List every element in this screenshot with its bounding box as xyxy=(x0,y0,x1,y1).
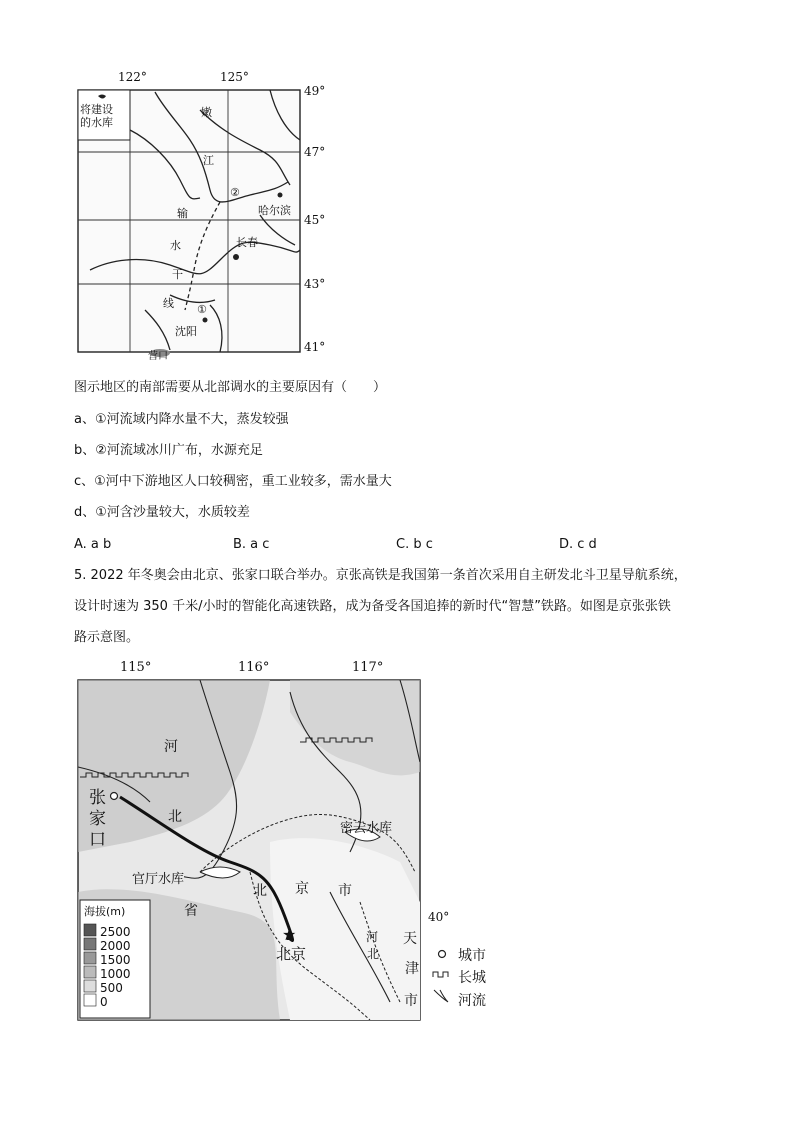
elev-label-2500: 2500 xyxy=(100,925,131,939)
legend-reservoir-line1: 将建设 xyxy=(80,103,113,116)
legend-river-symbol xyxy=(434,990,448,1002)
lat-label-43: 43° xyxy=(304,277,326,291)
lat-label-41: 41° xyxy=(304,340,326,354)
elev-swatch-1000 xyxy=(84,966,96,978)
elev-label-0: 0 xyxy=(100,995,108,1009)
elevation-legend-title: 海拔(m) xyxy=(84,905,126,918)
lon-label-117: 117° xyxy=(352,660,384,675)
elev-label-2000: 2000 xyxy=(100,939,131,953)
city-changchun-label: 长春 xyxy=(236,236,258,249)
option-d: d、①河含沙量较大，水质较差 xyxy=(74,505,250,520)
beijing-label: 北京 xyxy=(276,945,307,963)
lon-label-115: 115° xyxy=(120,660,152,675)
elev-label-500: 500 xyxy=(100,981,123,995)
lon-label-125: 125° xyxy=(220,70,249,84)
legend-wall-symbol xyxy=(433,972,448,977)
river-char-nen: 嫩 xyxy=(201,106,212,119)
canal-char-4: 线 xyxy=(163,297,174,310)
beijing-city-char-1: 北 xyxy=(253,883,267,899)
elev-label-1000: 1000 xyxy=(100,967,131,981)
lat-label-40: 40° xyxy=(428,910,450,924)
beijing-city-char-3: 市 xyxy=(338,883,352,899)
zhangjiakou-char-1: 张 xyxy=(89,788,106,808)
legend-reservoir-line2: 的水库 xyxy=(80,116,113,129)
choice-b[interactable]: B. a c xyxy=(233,537,270,552)
hebei-char-2: 北 xyxy=(168,809,182,825)
question-stem: 图示地区的南部需要从北部调水的主要原因有（ ） xyxy=(74,380,387,395)
canal-char-1: 输 xyxy=(177,207,188,220)
elev-swatch-2500 xyxy=(84,924,96,936)
beijing-city-char-2: 京 xyxy=(295,881,309,897)
tianjin-char-1: 天 xyxy=(403,931,417,947)
choice-d[interactable]: D. c d xyxy=(559,537,597,552)
q5-line3: 路示意图。 xyxy=(74,630,140,645)
hebei-char-1: 河 xyxy=(164,739,178,755)
legend-wall-label: 长城 xyxy=(458,970,486,986)
river-char-jiang: 江 xyxy=(203,154,214,167)
tianjin-char-3: 市 xyxy=(404,993,418,1009)
canal-char-2: 水 xyxy=(170,239,181,252)
lat-label-47: 47° xyxy=(304,145,326,159)
option-b: b、②河流域冰川广布，水源充足 xyxy=(74,443,263,458)
legend-river-label: 河流 xyxy=(458,993,486,1009)
legend-city-symbol xyxy=(439,951,446,958)
canal-char-3: 干 xyxy=(172,268,183,281)
q5-line1: 5. 2022 年冬奥会由北京、张家口联合举办。京张高铁是我国第一条首次采用自主研发北斗卫星导航系统， xyxy=(74,568,687,583)
city-harbin-label: 哈尔滨 xyxy=(258,204,291,217)
elev-swatch-0 xyxy=(84,994,96,1006)
lat-label-49: 49° xyxy=(304,84,326,98)
elev-swatch-1500 xyxy=(84,952,96,964)
miyun-reservoir-label: 密云水库 xyxy=(340,821,393,836)
river-char-he: 河 xyxy=(366,930,379,944)
zhangjiakou-char-2: 家 xyxy=(89,809,106,829)
lon-label-116: 116° xyxy=(238,660,270,675)
marker-1: ① xyxy=(197,303,207,316)
lon-label-122: 122° xyxy=(118,70,147,84)
city-shenyang-label: 沈阳 xyxy=(175,325,197,338)
marker-2: ② xyxy=(230,186,240,199)
guanting-reservoir-label: 官厅水库 xyxy=(132,868,184,887)
elev-swatch-500 xyxy=(84,980,96,992)
q5-line2: 设计时速为 350 千米/小时的智能化高速铁路，成为备受各国追捧的新时代“智慧”铁路。如图是京张张铁 xyxy=(74,599,671,614)
river-char-bei: 北 xyxy=(367,947,380,961)
zhangjiakou-dot xyxy=(111,793,118,800)
option-a: a、①河流域内降水量不大，蒸发较强 xyxy=(74,412,289,427)
city-yingkou-label: 营口 xyxy=(148,351,168,362)
beijing-star: ★ xyxy=(282,925,297,944)
elev-swatch-2000 xyxy=(84,938,96,950)
tianjin-char-2: 津 xyxy=(405,961,419,977)
choice-c[interactable]: C. b c xyxy=(396,537,433,552)
zhangjiakou-char-3: 口 xyxy=(89,830,106,850)
elev-label-1500: 1500 xyxy=(100,953,131,967)
jingzhang-railway-map xyxy=(70,672,510,1027)
legend-city-label: 城市 xyxy=(458,948,486,964)
hebei-char-3: 省 xyxy=(184,903,198,919)
choice-a[interactable]: A. a b xyxy=(74,537,112,552)
lat-label-45: 45° xyxy=(304,213,326,227)
city-changchun-dot xyxy=(233,254,239,260)
option-c: c、①河中下游地区人口较稠密，重工业较多，需水量大 xyxy=(74,474,392,489)
city-harbin-dot xyxy=(278,193,283,198)
city-shenyang-dot xyxy=(203,318,208,323)
